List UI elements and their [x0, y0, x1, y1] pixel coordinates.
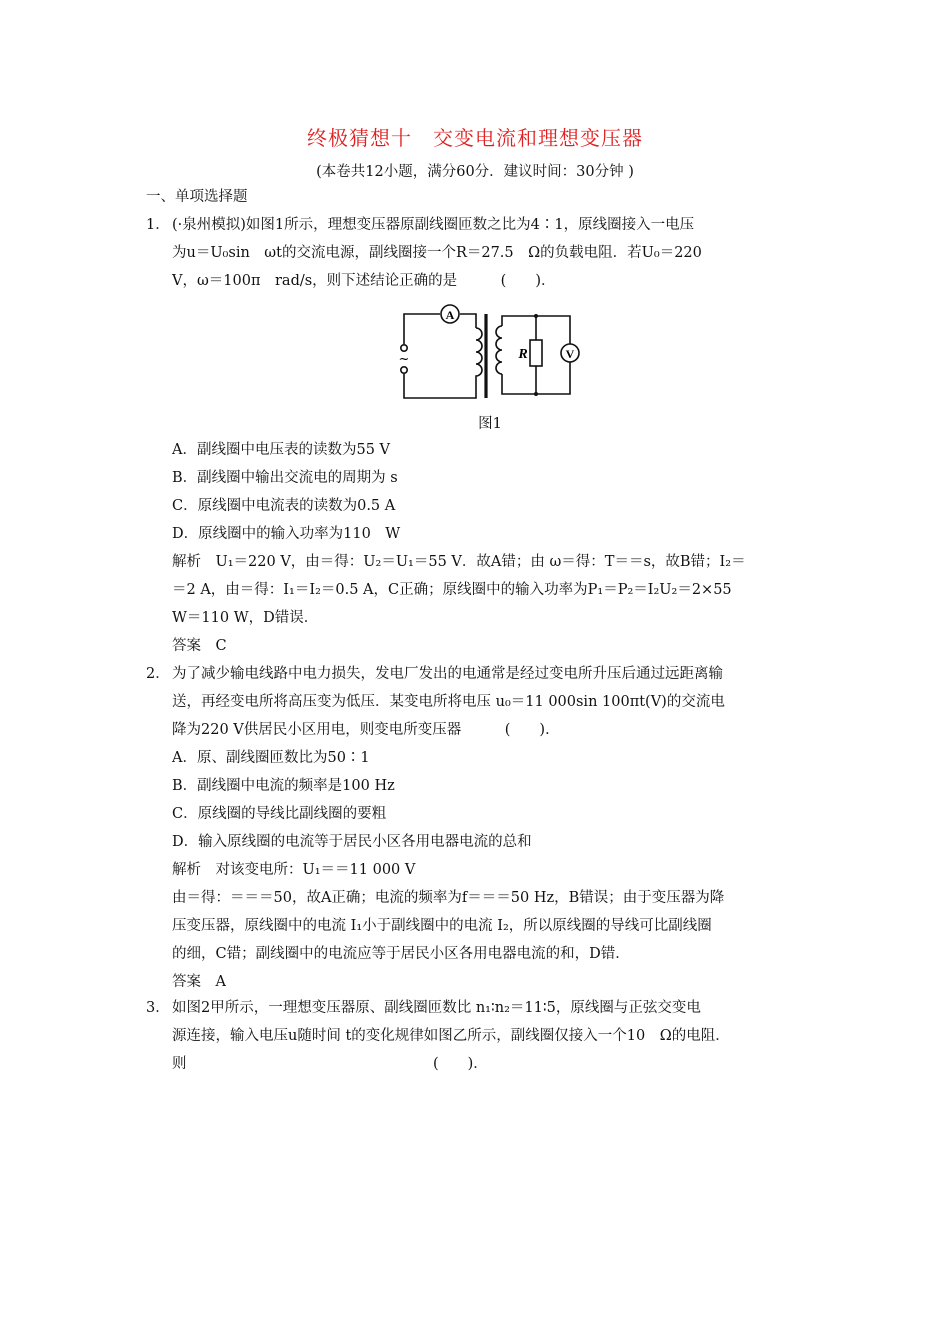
figure-caption: 图1	[478, 416, 502, 432]
question-text: 为了减少输电线路中电力损失，发电厂发出的电通常是经过变电所升压后通过远距离输	[172, 666, 723, 682]
analysis-line: 由＝得：＝＝＝50，故A正确；电流的频率为f＝＝＝50 Hz，B错误；由于变压器为降	[172, 890, 725, 906]
analysis-line: 压变压器，原线圈中的电流 I₁小于副线圈中的电流 I₂，所以原线圈的导线可比副线圈	[172, 918, 712, 934]
ac-source-symbol: ~	[398, 352, 410, 367]
option-a: A．原、副线圈匝数比为50∶1	[172, 750, 370, 766]
analysis-line: 解析 对该变电所：U₁＝＝11 000 V	[172, 862, 416, 878]
question-text: V，ω＝100π rad/s，则下述结论正确的是 ( )．	[172, 273, 556, 289]
analysis-line: 解析 U₁＝220 V，由＝得：U₂＝U₁＝55 V．故A错；由 ω＝得：T＝＝s，故B错；I₂＝	[172, 554, 746, 570]
option-b: B．副线圈中电流的频率是100 Hz	[172, 778, 395, 794]
voltmeter-label: V	[565, 347, 575, 361]
option-a: A．副线圈中电压表的读数为55 V	[172, 442, 391, 458]
option-c: C．原线圈的导线比副线圈的要粗	[172, 806, 387, 822]
option-b: B．副线圈中输出交流电的周期为 s	[172, 470, 398, 486]
ammeter-label: A	[445, 308, 455, 322]
question-text: 源连接，输入电压u随时间 t的变化规律如图乙所示，副线圈仅接入一个10 Ω的电阻．	[172, 1028, 730, 1044]
page-subtitle: (本卷共12小题，满分60分．建议时间：30分钟 )	[316, 164, 634, 180]
question-text: 降为220 V供居民小区用电，则变电所变压器 ( )．	[172, 722, 560, 738]
section-heading: 一、单项选择题	[146, 189, 248, 205]
answer: 答案 C	[172, 638, 227, 654]
source-terminal-icon	[401, 367, 407, 373]
question-text: 则 ( )．	[172, 1056, 488, 1072]
question-text: 送，再经变电所将高压变为低压．某变电所将电压 u₀＝11 000sin 100πt(V)的交流电	[172, 694, 725, 710]
circuit-diagram	[394, 298, 584, 406]
resistor	[530, 340, 542, 366]
resistor-label: R	[518, 347, 528, 362]
question-number: 2．	[146, 666, 170, 682]
question-text: 如图2甲所示，一理想变压器原、副线圈匝数比 n₁∶n₂＝11∶5，原线圈与正弦交变电	[172, 1000, 701, 1016]
page-title: 终极猜想十 交变电流和理想变压器	[307, 126, 643, 150]
question-number: 3．	[146, 1000, 170, 1016]
analysis-line: W＝110 W，D错误．	[172, 610, 319, 626]
source-terminal-icon	[401, 345, 407, 351]
option-c: C．原线圈中电流表的读数为0.5 A	[172, 498, 396, 514]
analysis-line: 的细，C错；副线圈中的电流应等于居民小区各用电器电流的和，D错．	[172, 946, 630, 962]
option-d: D．原线圈中的输入功率为110 W	[172, 526, 401, 542]
answer: 答案 A	[172, 974, 226, 990]
question-text: 为u＝U₀sin ωt的交流电源，副线圈接一个R＝27.5 Ω的负载电阻．若U₀＝220	[172, 245, 702, 261]
analysis-line: ＝2 A，由＝得：I₁＝I₂＝0.5 A，C正确；原线圈中的输入功率为P₁＝P₂＝I₂U₂＝2×55	[172, 582, 732, 598]
question-text: (·泉州模拟)如图1所示，理想变压器原副线圈匝数之比为4∶1，原线圈接入一电压	[172, 217, 695, 233]
question-number: 1．	[146, 217, 170, 233]
option-d: D．输入原线圈的电流等于居民小区各用电器电流的总和	[172, 834, 532, 850]
